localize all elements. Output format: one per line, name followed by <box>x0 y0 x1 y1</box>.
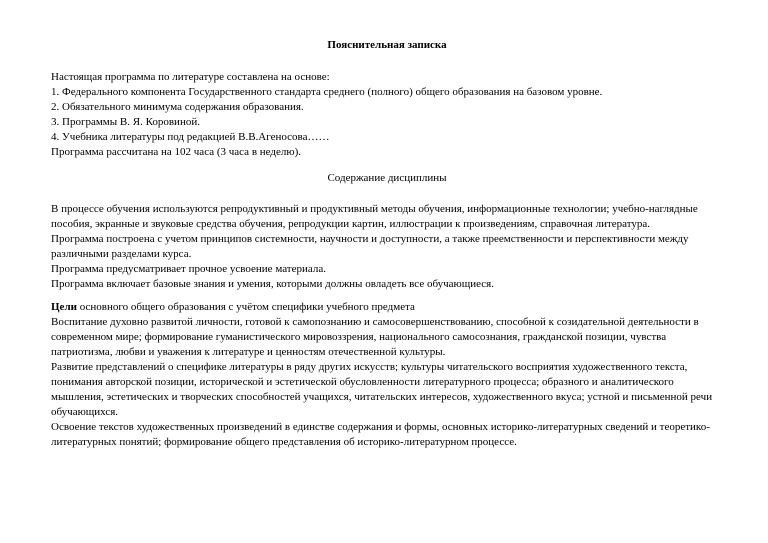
section-title: Содержание дисциплины <box>327 172 447 184</box>
goals-heading <box>51 300 723 315</box>
goal-paragraph: Воспитание духовно развитой личности, готовой к самопознанию и самосовершенствованию, способной к созидательной деятельности в современном мире; формирование гуманистического мировоззрения, национального самосознания, гражданской позиции, чувства патриотизма, любви и уважения к литературе и ценностям отечественной культуры. <box>51 316 699 358</box>
goal-paragraph: Освоение текстов художественных произведений в единстве содержания и формы, основных историко-литературных сведений и теоретико-литературных понятий; формирование общего представления об историко-литературном процессе. <box>51 421 710 448</box>
content-paragraph: Программа включает базовые знания и умения, которыми должны овладеть все обучающиеся. <box>51 278 494 290</box>
hours-note: Программа рассчитана на 102 часа (3 часа в неделю). <box>51 146 301 158</box>
intro-item: 2. Обязательного минимума содержания образования. <box>51 101 304 113</box>
goals-label: Цели <box>51 301 77 313</box>
intro-lead: Настоящая программа по литературе составлена на основе: <box>51 71 330 83</box>
content-paragraph: Программа предусматривает прочное усвоение материала. <box>51 263 326 275</box>
intro-item: 4. Учебника литературы под редакцией В.В.Агеносова…… <box>51 131 330 143</box>
spacer <box>51 292 723 300</box>
goal-paragraph: Развитие представлений о специфике литературы в ряду других искусств; культуры читательского восприятия художественного текста, понимания авторской позиции, исторической и эстетической обусловленности литературного процесса; образного и аналитического мышления, эстетических и творческих способностей учащихся, читательских интересов, художественного вкуса; устной и письменной речи обучающихся. <box>51 361 713 418</box>
goals-heading-text: основного общего образования с учётом специфики учебного предмета <box>76 301 415 313</box>
document-title: Пояснительная записка <box>327 39 447 51</box>
document-body <box>51 38 723 450</box>
content-paragraph: Программа построена с учетом принципов системности, научности и доступности, а также преемственности и перспективности между различными разделами курса. <box>51 233 689 260</box>
intro-item: 3. Программы В. Я. Коровиной. <box>51 116 200 128</box>
content-paragraph: В процессе обучения используются репродуктивный и продуктивный методы обучения, информационные технологии; учебно-наглядные пособия, экранные и звуковые средства обучения, репродукции картин, иллюстрации к произведениям, справочная литература. <box>51 203 698 230</box>
intro-item: 1. Федерального компонента Государственного стандарта среднего (полного) общего образования на базовом уровне. <box>51 86 603 98</box>
